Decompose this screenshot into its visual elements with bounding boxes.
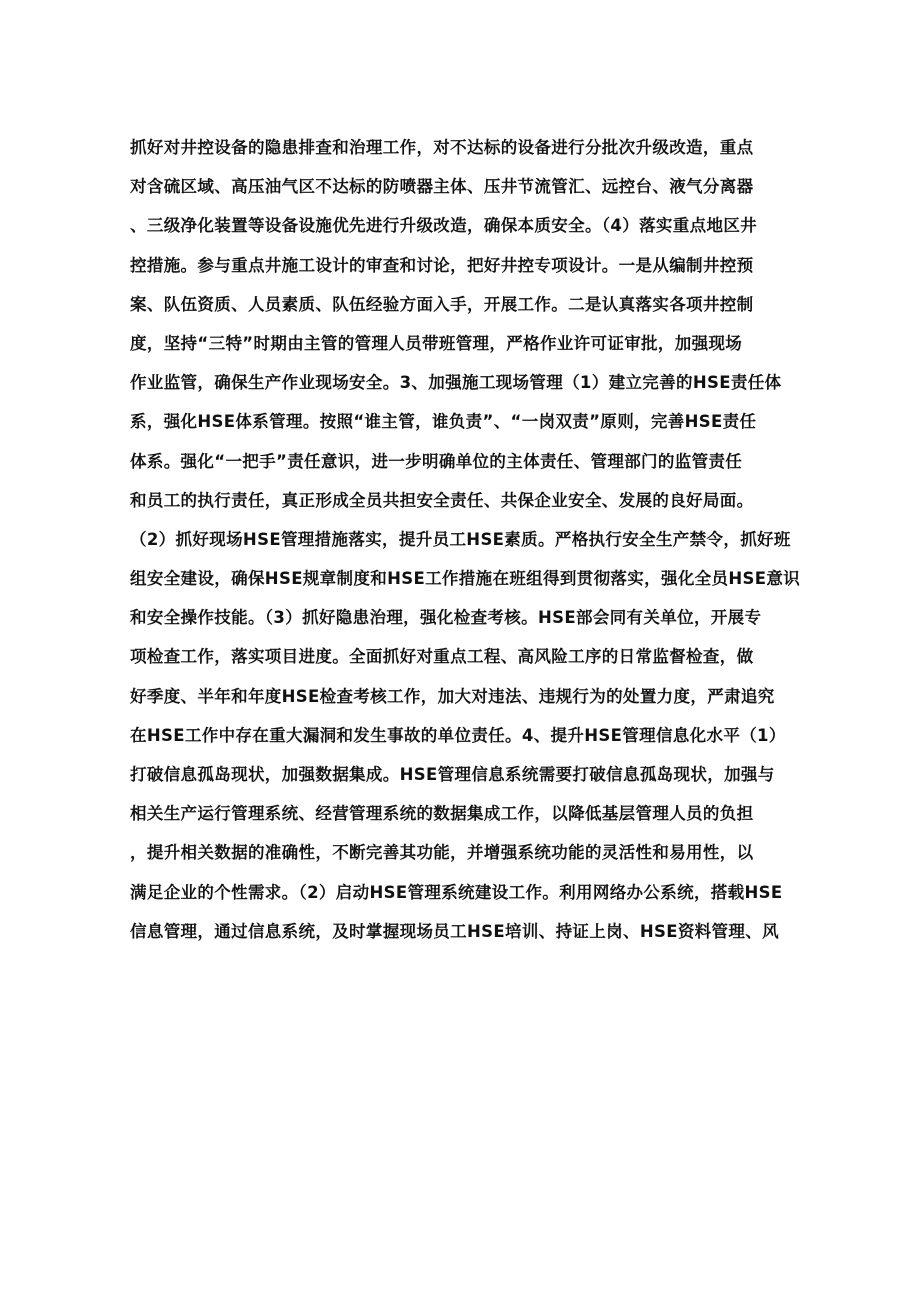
text-line: 相关生产运行管理系统、经营管理系统的数据集成工作，以降低基层管理人员的负担 xyxy=(130,804,754,824)
text-line: 信息管理，通过信息系统，及时掌握现场员工HSE培训、持证上岗、HSE资料管理、风 xyxy=(130,921,779,941)
text-line: 打破信息孤岛现状，加强数据集成。HSE管理信息系统需要打破信息孤岛现状，加强与 xyxy=(130,765,775,784)
text-line: 体系。强化“一把手”责任意识，进一步明确单位的主体责任、管理部门的监管责任 xyxy=(130,451,743,471)
text-line: 项检查工作，落实项目进度。全面抓好对重点工程、高风险工序的日常监督检查，做 xyxy=(130,647,754,667)
text-line: 满足企业的个性需求。（2）启动HSE管理系统建设工作。利用网络办公系统，搭载HSE xyxy=(130,882,783,902)
text-line: 在HSE工作中存在重大漏洞和发生事故的单位责任。4、提升HSE管理信息化水平（1） xyxy=(130,725,786,745)
text-line: 和员工的执行责任，真正形成全员共担安全责任、共保企业安全、发展的良好局面。 xyxy=(130,490,754,510)
text-line: 案、队伍资质、人员素质、队伍经验方面入手，开展工作。二是认真落实各项井控制 xyxy=(130,294,754,314)
text-line: 系，强化HSE体系管理。按照“谁主管，谁负责”、“一岗双责”原则，完善HSE责任 xyxy=(130,412,757,432)
text-line: 度，坚持“三特”时期由主管的管理人员带班管理，严格作业许可证审批，加强现场 xyxy=(130,333,743,353)
text-line: 抓好对井控设备的隐患排查和治理工作，对不达标的设备进行分批次升级改造，重点 xyxy=(130,138,754,157)
text-line: 、三级净化装置等设备设施优先进行升级改造，确保本质安全。（4）落实重点地区井 xyxy=(130,216,758,236)
text-line: 组安全建设，确保HSE规章制度和HSE工作措施在班组得到贯彻落实，强化全员HSE意识 xyxy=(130,569,801,589)
text-line: 作业监管，确保生产作业现场安全。3、加强施工现场管理（1）建立完善的HSE责任体 xyxy=(130,373,782,393)
text-line: （2）抓好现场HSE管理措施落实，提升员工HSE素质。严格执行安全生产禁令，抓好班 xyxy=(130,529,791,549)
text-line: 控措施。参与重点井施工设计的审查和讨论，把好井控专项设计。一是从编制井控预 xyxy=(130,255,754,275)
text-line: 对含硫区域、高压油气区不达标的防喷器主体、压井节流管汇、远控台、液气分离器 xyxy=(130,177,754,197)
text-line: ，提升相关数据的准确性，不断完善其功能，并增强系统功能的灵活性和易用性，以 xyxy=(130,843,754,863)
text-line: 和安全操作技能。（3）抓好隐患治理，强化检查考核。HSE部会同有关单位，开展专 xyxy=(130,608,762,628)
text-line: 好季度、半年和年度HSE检查考核工作，加大对违法、违规行为的处置力度，严肃追究 xyxy=(130,686,775,706)
body-text xyxy=(130,128,801,951)
